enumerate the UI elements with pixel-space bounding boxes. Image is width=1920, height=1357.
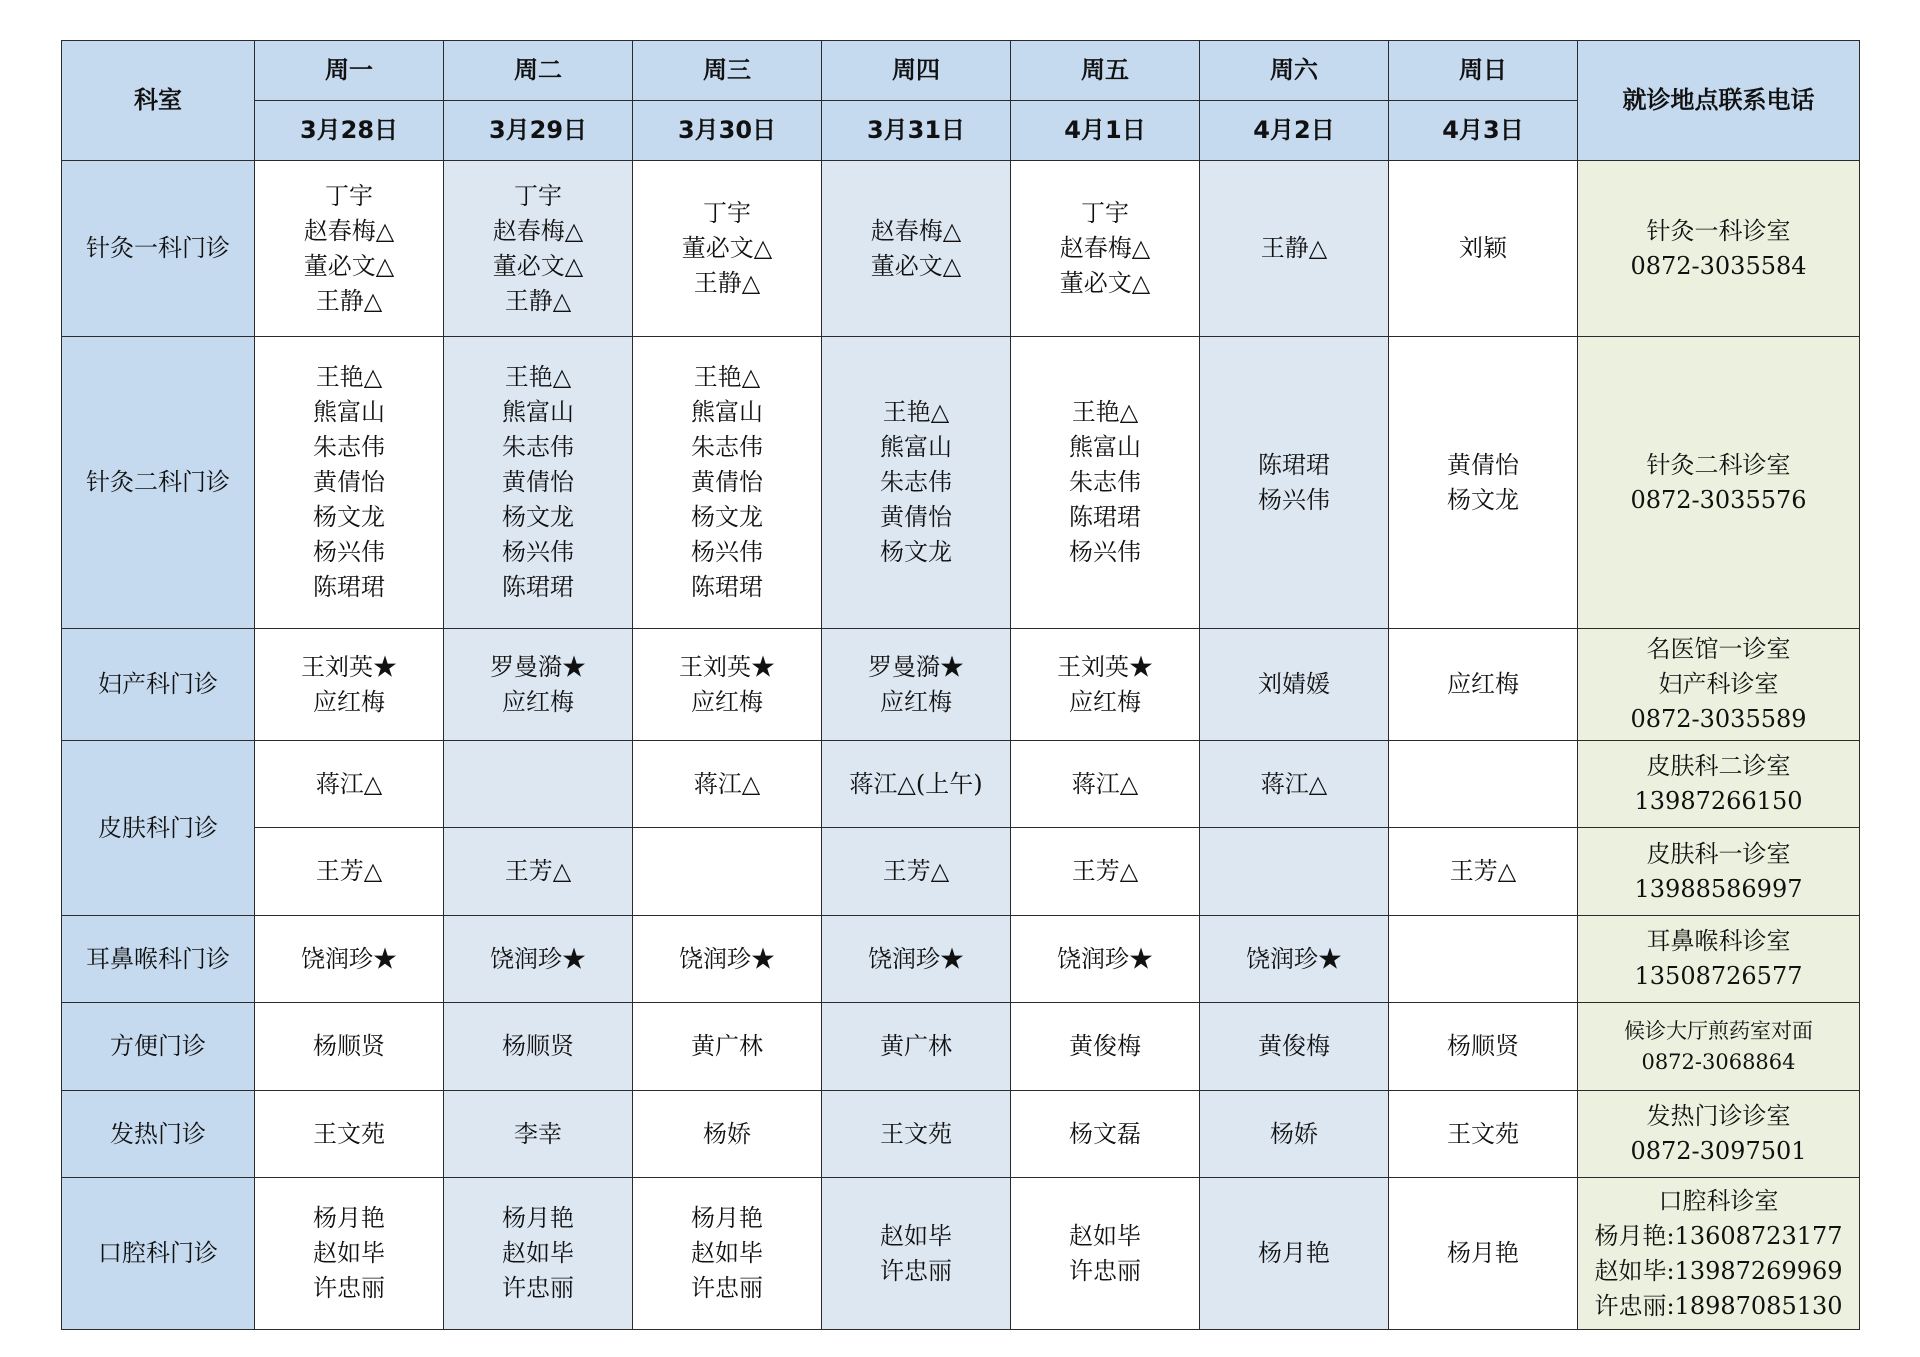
contact-phone: 13988586997	[1634, 874, 1803, 903]
contact-phone: 妇产科诊室	[1658, 670, 1779, 698]
weekday-header: 周日	[1389, 41, 1578, 101]
contact-phone: 0872-3097501	[1630, 1137, 1807, 1165]
schedule-cell	[444, 916, 633, 1003]
doctor-name: 应红梅	[1069, 687, 1141, 716]
contact-phone: 0872-3068864	[1641, 1049, 1796, 1074]
doctor-name: 杨顺贤	[313, 1032, 385, 1060]
date-header: 4月3日	[1389, 101, 1578, 161]
schedule-cell	[1389, 828, 1578, 916]
schedule-cell	[822, 741, 1011, 828]
schedule-cell	[1011, 1178, 1200, 1330]
schedule-cell	[444, 337, 633, 629]
clinic-location: 皮肤科一诊室	[1646, 839, 1791, 868]
doctor-name: 杨兴伟	[1258, 485, 1330, 514]
contact-phone: 13987266150	[1634, 787, 1803, 815]
schedule-cell	[444, 1178, 633, 1330]
doctor-name: 黄广林	[880, 1032, 952, 1060]
weekday-header: 周五	[1011, 41, 1200, 101]
doctor-name: 赵如毕	[880, 1221, 952, 1250]
doctor-name: 王刘英★	[1057, 652, 1153, 681]
doctor-name: 赵春梅△	[870, 216, 962, 245]
doctor-name: 董必文△	[303, 251, 395, 280]
doctor-name: 杨月艳	[313, 1204, 385, 1232]
clinic-location: 针灸二科诊室	[1646, 450, 1791, 479]
doctor-name: 王艳△	[1071, 398, 1139, 426]
doctor-name: 许忠丽	[313, 1274, 385, 1302]
schedule-cell	[1200, 337, 1389, 629]
weekday-header: 周一	[255, 41, 444, 101]
schedule-cell	[255, 161, 444, 337]
doctor-name: 黄倩怡	[502, 468, 574, 496]
contact-cell	[1578, 828, 1860, 916]
schedule-cell	[255, 916, 444, 1003]
department-name: 针灸二科门诊	[62, 337, 255, 629]
doctor-name: 杨文龙	[1447, 485, 1519, 514]
department-row	[62, 161, 1860, 337]
header-row-weekdays	[62, 41, 1860, 101]
doctor-name: 许忠丽	[502, 1274, 574, 1302]
department-row	[62, 1178, 1860, 1330]
doctor-name: 王静△	[693, 269, 761, 297]
schedule-cell	[1200, 1178, 1389, 1330]
doctor-name: 陈珺珺	[691, 573, 763, 601]
doctor-name: 王艳△	[504, 363, 572, 391]
schedule-cell	[1389, 741, 1578, 828]
schedule-cell	[1389, 916, 1578, 1003]
doctor-name: 蒋江△	[693, 769, 761, 798]
schedule-cell	[633, 828, 822, 916]
schedule-cell	[255, 337, 444, 629]
doctor-name: 丁宇	[703, 199, 751, 227]
department-name: 皮肤科门诊	[62, 741, 255, 916]
doctor-name: 王静△	[1260, 234, 1328, 262]
doctor-name: 许忠丽	[880, 1256, 952, 1285]
doctor-name: 蒋江△(上午)	[849, 769, 983, 798]
doctor-name: 饶润珍★	[868, 944, 964, 973]
schedule-cell	[1200, 161, 1389, 337]
contact-phone: 0872-3035589	[1630, 705, 1807, 733]
clinic-location: 皮肤科二诊室	[1646, 752, 1791, 780]
schedule-cell	[633, 916, 822, 1003]
doctor-name: 蒋江△	[315, 769, 383, 798]
schedule-cell	[1011, 741, 1200, 828]
doctor-name: 王艳△	[315, 363, 383, 391]
schedule-body	[62, 161, 1860, 1330]
doctor-name: 王艳△	[693, 363, 761, 391]
doctor-name: 陈珺珺	[502, 573, 574, 601]
clinic-location: 口腔科诊室	[1658, 1186, 1779, 1215]
doctor-name: 饶润珍★	[1246, 944, 1342, 973]
doctor-name: 杨顺贤	[1447, 1032, 1519, 1060]
weekday-header: 周六	[1200, 41, 1389, 101]
doctor-name: 王文苑	[1447, 1119, 1519, 1148]
schedule-cell	[822, 337, 1011, 629]
doctor-name: 杨文龙	[691, 503, 763, 531]
doctor-name: 杨文磊	[1069, 1119, 1141, 1148]
date-header: 4月1日	[1011, 101, 1200, 161]
doctor-name: 黄俊梅	[1069, 1032, 1141, 1060]
doctor-name: 杨娇	[1270, 1119, 1318, 1148]
schedule-cell	[633, 1003, 822, 1091]
clinic-location: 名医馆一诊室	[1646, 635, 1791, 663]
doctor-name: 王芳△	[1071, 857, 1139, 885]
doctor-name: 杨文龙	[313, 503, 385, 531]
doctor-name: 蒋江△	[1071, 769, 1139, 798]
date-header: 3月29日	[444, 101, 633, 161]
doctor-name: 朱志伟	[313, 433, 385, 461]
doctor-name: 饶润珍★	[1057, 944, 1153, 973]
doctor-name: 饶润珍★	[490, 944, 586, 973]
schedule-cell	[444, 161, 633, 337]
schedule-cell	[822, 1003, 1011, 1091]
schedule-cell	[1389, 1178, 1578, 1330]
schedule-cell	[633, 1091, 822, 1178]
doctor-name: 陈珺珺	[1069, 503, 1141, 531]
doctor-name: 王静△	[315, 286, 383, 315]
schedule-cell	[255, 629, 444, 741]
doctor-name: 董必文△	[681, 234, 773, 262]
schedule-cell	[822, 629, 1011, 741]
doctor-name: 杨兴伟	[691, 538, 763, 566]
schedule-cell	[1200, 1003, 1389, 1091]
doctor-name: 杨月艳	[691, 1204, 763, 1232]
doctor-name: 陈珺珺	[313, 573, 385, 601]
date-header: 3月31日	[822, 101, 1011, 161]
schedule-cell	[255, 1178, 444, 1330]
schedule-cell	[1011, 828, 1200, 916]
schedule-cell	[255, 1003, 444, 1091]
doctor-name: 赵如毕	[502, 1239, 574, 1267]
doctor-name: 赵春梅△	[1059, 234, 1151, 262]
contact-phone: 0872-3035576	[1630, 485, 1807, 514]
schedule-cell	[822, 161, 1011, 337]
doctor-name: 黄倩怡	[691, 468, 763, 496]
department-row	[62, 1003, 1860, 1091]
contact-cell	[1578, 337, 1860, 629]
doctor-name: 董必文△	[870, 251, 962, 280]
doctor-name: 杨兴伟	[313, 538, 385, 566]
schedule-cell	[1011, 629, 1200, 741]
doctor-name: 熊富山	[313, 398, 385, 426]
doctor-name: 赵如毕	[313, 1239, 385, 1267]
schedule-cell	[255, 828, 444, 916]
doctor-name: 董必文△	[492, 251, 584, 280]
department-row	[62, 828, 1860, 916]
schedule-cell	[1011, 1091, 1200, 1178]
contact-cell	[1578, 916, 1860, 1003]
department-name: 妇产科门诊	[62, 629, 255, 741]
doctor-name: 刘颖	[1459, 234, 1507, 262]
contact-cell	[1578, 1178, 1860, 1330]
doctor-name: 饶润珍★	[301, 944, 397, 973]
weekday-header: 周四	[822, 41, 1011, 101]
schedule-cell	[1389, 161, 1578, 337]
department-name: 口腔科门诊	[62, 1178, 255, 1330]
department-row	[62, 916, 1860, 1003]
doctor-name: 黄倩怡	[1447, 450, 1519, 479]
doctor-name: 应红梅	[880, 687, 952, 716]
doctor-name: 陈珺珺	[1258, 450, 1330, 479]
doctor-name: 赵如毕	[691, 1239, 763, 1267]
doctor-name: 应红梅	[691, 687, 763, 716]
schedule-cell	[822, 1091, 1011, 1178]
contact-phone: 赵如毕:13987269969	[1594, 1256, 1843, 1285]
doctor-name: 杨顺贤	[502, 1032, 574, 1060]
doctor-name: 熊富山	[880, 433, 952, 461]
schedule-cell	[1200, 1091, 1389, 1178]
clinic-location: 发热门诊诊室	[1646, 1102, 1791, 1130]
doctor-name: 熊富山	[691, 398, 763, 426]
schedule-cell	[1389, 337, 1578, 629]
schedule-cell	[1389, 629, 1578, 741]
department-name: 发热门诊	[62, 1091, 255, 1178]
schedule-cell	[822, 1178, 1011, 1330]
contact-phone: 13508726577	[1634, 962, 1803, 990]
doctor-name: 杨月艳	[502, 1204, 574, 1232]
schedule-cell	[255, 741, 444, 828]
duty-schedule-table	[61, 40, 1860, 1330]
doctor-name: 王芳△	[1449, 857, 1517, 885]
doctor-name: 王艳△	[882, 398, 950, 426]
doctor-name: 赵春梅△	[303, 216, 395, 245]
contact-cell	[1578, 161, 1860, 337]
doctor-name: 朱志伟	[691, 433, 763, 461]
contact-cell	[1578, 629, 1860, 741]
doctor-name: 杨兴伟	[502, 538, 574, 566]
schedule-cell	[1200, 741, 1389, 828]
schedule-cell	[633, 1178, 822, 1330]
department-name: 针灸一科门诊	[62, 161, 255, 337]
doctor-name: 丁宇	[1081, 199, 1129, 227]
schedule-cell	[1011, 337, 1200, 629]
department-row	[62, 741, 1860, 828]
doctor-name: 朱志伟	[1069, 468, 1141, 496]
doctor-name: 熊富山	[502, 398, 574, 426]
doctor-name: 蒋江△	[1260, 769, 1328, 798]
schedule-cell	[444, 1091, 633, 1178]
schedule-cell	[1011, 1003, 1200, 1091]
date-header: 4月2日	[1200, 101, 1389, 161]
contact-column-header: 就诊地点联系电话	[1578, 41, 1860, 161]
contact-phone: 许忠丽:18987085130	[1594, 1291, 1843, 1320]
schedule-cell	[633, 741, 822, 828]
dept-column-header: 科室	[62, 41, 255, 161]
schedule-cell	[633, 161, 822, 337]
doctor-name: 许忠丽	[691, 1274, 763, 1302]
doctor-name: 许忠丽	[1069, 1256, 1141, 1285]
schedule-cell	[822, 828, 1011, 916]
doctor-name: 应红梅	[313, 687, 385, 716]
contact-phone: 杨月艳:13608723177	[1594, 1221, 1843, 1250]
department-name: 方便门诊	[62, 1003, 255, 1091]
doctor-name: 赵如毕	[1069, 1221, 1141, 1250]
doctor-name: 应红梅	[502, 687, 574, 716]
doctor-name: 王文苑	[313, 1119, 385, 1148]
doctor-name: 熊富山	[1069, 433, 1141, 461]
doctor-name: 罗曼漪★	[868, 652, 964, 681]
schedule-cell	[444, 828, 633, 916]
doctor-name: 丁宇	[325, 181, 373, 210]
schedule-cell	[1200, 916, 1389, 1003]
doctor-name: 杨文龙	[502, 503, 574, 531]
schedule-cell	[1200, 828, 1389, 916]
weekday-header: 周三	[633, 41, 822, 101]
schedule-cell	[1389, 1003, 1578, 1091]
doctor-name: 赵春梅△	[492, 216, 584, 245]
doctor-name: 王静△	[504, 286, 572, 315]
schedule-cell	[1389, 1091, 1578, 1178]
doctor-name: 罗曼漪★	[490, 652, 586, 681]
department-name: 耳鼻喉科门诊	[62, 916, 255, 1003]
department-row	[62, 337, 1860, 629]
doctor-name: 董必文△	[1059, 269, 1151, 297]
doctor-name: 黄俊梅	[1258, 1032, 1330, 1060]
department-row	[62, 1091, 1860, 1178]
contact-cell	[1578, 741, 1860, 828]
doctor-name: 杨兴伟	[1069, 538, 1141, 566]
date-header: 3月28日	[255, 101, 444, 161]
doctor-name: 黄广林	[691, 1032, 763, 1060]
schedule-cell	[444, 1003, 633, 1091]
doctor-name: 王芳△	[504, 857, 572, 885]
schedule-cell	[822, 916, 1011, 1003]
doctor-name: 王芳△	[882, 857, 950, 885]
contact-phone: 0872-3035584	[1630, 251, 1807, 280]
clinic-location: 耳鼻喉科诊室	[1646, 927, 1791, 955]
doctor-name: 王刘英★	[679, 652, 775, 681]
doctor-name: 李幸	[514, 1119, 562, 1148]
contact-cell	[1578, 1003, 1860, 1091]
schedule-cell	[444, 741, 633, 828]
doctor-name: 刘婧媛	[1258, 670, 1330, 698]
doctor-name: 黄倩怡	[313, 468, 385, 496]
doctor-name: 朱志伟	[880, 468, 952, 496]
doctor-name: 王芳△	[315, 857, 383, 885]
schedule-cell	[633, 337, 822, 629]
doctor-name: 饶润珍★	[679, 944, 775, 973]
doctor-name: 杨月艳	[1258, 1239, 1330, 1267]
doctor-name: 黄倩怡	[880, 503, 952, 531]
doctor-name: 杨文龙	[880, 538, 952, 566]
schedule-cell	[444, 629, 633, 741]
weekday-header: 周二	[444, 41, 633, 101]
schedule-cell	[1011, 916, 1200, 1003]
clinic-location: 针灸一科诊室	[1646, 216, 1791, 245]
doctor-name: 王刘英★	[301, 652, 397, 681]
clinic-location: 候诊大厅煎药室对面	[1624, 1018, 1813, 1043]
contact-cell	[1578, 1091, 1860, 1178]
date-header: 3月30日	[633, 101, 822, 161]
schedule-cell	[1011, 161, 1200, 337]
schedule-cell	[1200, 629, 1389, 741]
schedule-cell	[255, 1091, 444, 1178]
department-row	[62, 629, 1860, 741]
doctor-name: 杨月艳	[1447, 1239, 1519, 1267]
doctor-name: 应红梅	[1447, 670, 1519, 698]
doctor-name: 朱志伟	[502, 433, 574, 461]
schedule-cell	[633, 629, 822, 741]
doctor-name: 王文苑	[880, 1119, 952, 1148]
doctor-name: 丁宇	[514, 181, 562, 210]
doctor-name: 杨娇	[703, 1119, 751, 1148]
